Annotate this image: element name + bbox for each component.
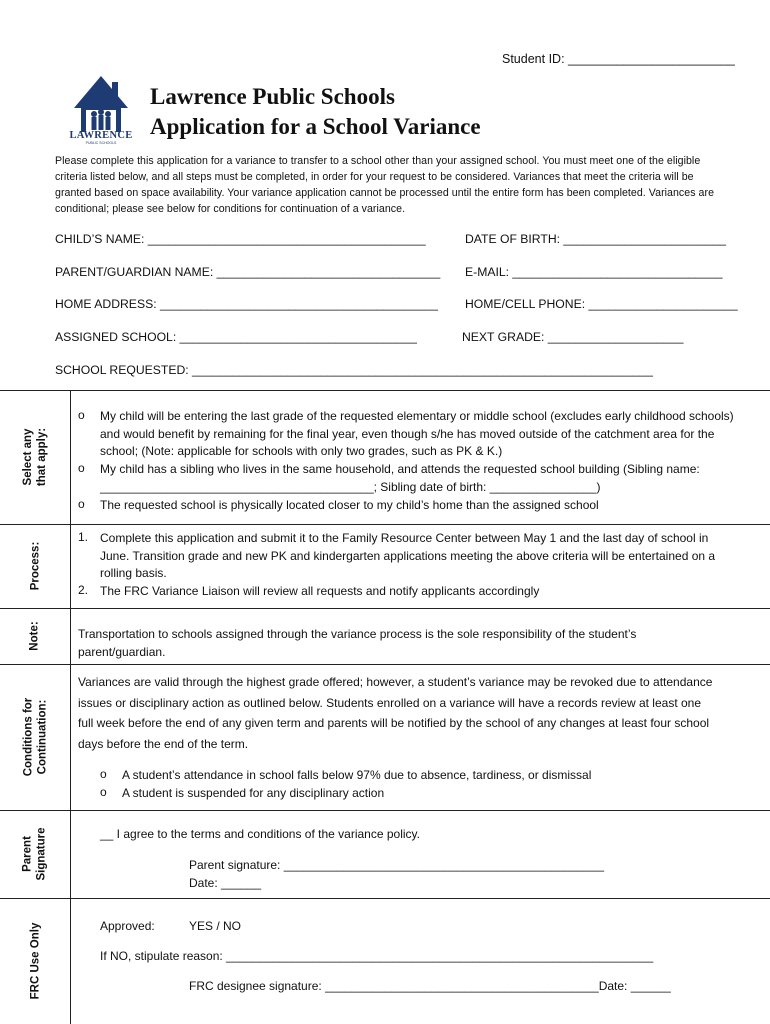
reason-field[interactable]: If NO, stipulate reason: ________________________________________________________________ <box>100 949 654 963</box>
select-option-3: The requested school is physically located closer to my child’s home than the assigned school <box>100 498 599 512</box>
intro-paragraph: Please complete this application for a variance to transfer to a school other than your assigned school. You must meet one of the eligible criteria listed below, and all steps must be completed, in order for your request to be considered. Variances that meet the criteria will be granted based on space availability. Your variance application cannot be processed until the entire form has been completed. Variances are conditional; please see below for conditions for continuation of a variance. <box>55 155 715 215</box>
step-number: 2. <box>78 583 89 597</box>
parent-signature-field[interactable]: Parent signature: ________________________________________________ <box>189 858 605 872</box>
signature-section-label: Parent Signature <box>21 827 48 881</box>
process-step-2: The FRC Variance Liaison will review all requests and notify applicants accordingly <box>100 584 540 598</box>
divider <box>0 390 770 391</box>
logo-text: LAWRENCE <box>69 130 133 141</box>
parent-name-field[interactable]: PARENT/GUARDIAN NAME: _________________________________ <box>55 265 441 279</box>
approved-label: Approved: <box>100 919 155 933</box>
date-of-birth-field[interactable]: DATE OF BIRTH: ________________________ <box>465 232 727 246</box>
child-name-field[interactable]: CHILD’S NAME: _________________________________________ <box>55 232 426 246</box>
divider <box>0 524 770 525</box>
step-number: 1. <box>78 530 89 544</box>
signature-date-field[interactable]: Date: ______ <box>189 876 262 890</box>
logo-subtext: PUBLIC SCHOOLS <box>85 141 117 145</box>
email-field[interactable]: E-MAIL: _______________________________ <box>465 265 723 279</box>
conditions-text: Variances are valid through the highest grade offered; however, a student’s variance may be revoked due to attendance issues or disciplinary action as outlined below. Students enrolled on a variance will have a records review at least one full week before the end of any given term and parents will be notified by the school of any changes at least four school days before the end of the term. <box>78 675 713 751</box>
checkbox-option[interactable]: o <box>78 408 85 422</box>
process-step-1: Complete this application and submit it to the Family Resource Center between May 1 and the last day of school in June. Transition grade and new PK and kindergarten applications meeting the above criteria will be entertained on a rolling basis. <box>100 531 716 580</box>
home-phone-field[interactable]: HOME/CELL PHONE: ______________________ <box>465 297 738 311</box>
note-text: Transportation to schools assigned through the variance process is the sole responsibility of the student’s parent/guardian. <box>78 627 637 659</box>
home-address-field[interactable]: HOME ADDRESS: _________________________________________ <box>55 297 438 311</box>
checkbox-option[interactable]: o <box>78 497 85 511</box>
frc-designee-signature-field[interactable]: FRC designee signature: _________________________________________Date: ______ <box>189 979 671 993</box>
form-title: Application for a School Variance <box>150 114 481 139</box>
school-requested-field[interactable]: SCHOOL REQUESTED: ____________________________________________________________________ <box>55 363 653 377</box>
frc-section-label: FRC Use Only <box>29 922 41 1000</box>
condition-2: A student is suspended for any disciplinary action <box>122 786 385 800</box>
condition-1: A student’s attendance in school falls below 97% due to absence, tardiness, or dismissal <box>122 768 592 782</box>
agree-checkbox[interactable]: __ I agree to the terms and conditions of the variance policy. <box>100 827 420 841</box>
select-option-2: My child has a sibling who lives in the same household, and attends the requested school building (Sibling name: _________________________________________; Sibling date of birth: ________________) <box>100 462 700 494</box>
lawrence-logo <box>68 74 134 146</box>
student-id-field[interactable]: Student ID: ________________________ <box>502 52 735 66</box>
divider <box>0 664 770 665</box>
conditions-section-label: Conditions for Continuation: <box>22 697 49 777</box>
divider <box>0 608 770 609</box>
bullet: o <box>100 785 107 799</box>
divider <box>0 810 770 811</box>
next-grade-field[interactable]: NEXT GRADE: ____________________ <box>462 330 684 344</box>
approved-yes-no[interactable]: YES / NO <box>189 919 242 933</box>
divider <box>0 898 770 899</box>
select-option-1: My child will be entering the last grade of the requested elementary or middle school (excludes early childhood schools) and would benefit by remaining for the final year, even though s/he has moved outside of the catchment area for the school; (Note: applicable for schools with only two grades, such as PK & K.) <box>100 409 734 458</box>
process-section-label: Process: <box>29 541 41 591</box>
note-section-label: Note: <box>28 621 41 651</box>
select-section-label: Select any that apply: <box>21 427 48 487</box>
checkbox-option[interactable]: o <box>78 461 85 475</box>
column-divider <box>70 390 71 1024</box>
bullet: o <box>100 767 107 781</box>
assigned-school-field[interactable]: ASSIGNED SCHOOL: ___________________________________ <box>55 330 417 344</box>
school-name: Lawrence Public Schools <box>150 84 395 109</box>
